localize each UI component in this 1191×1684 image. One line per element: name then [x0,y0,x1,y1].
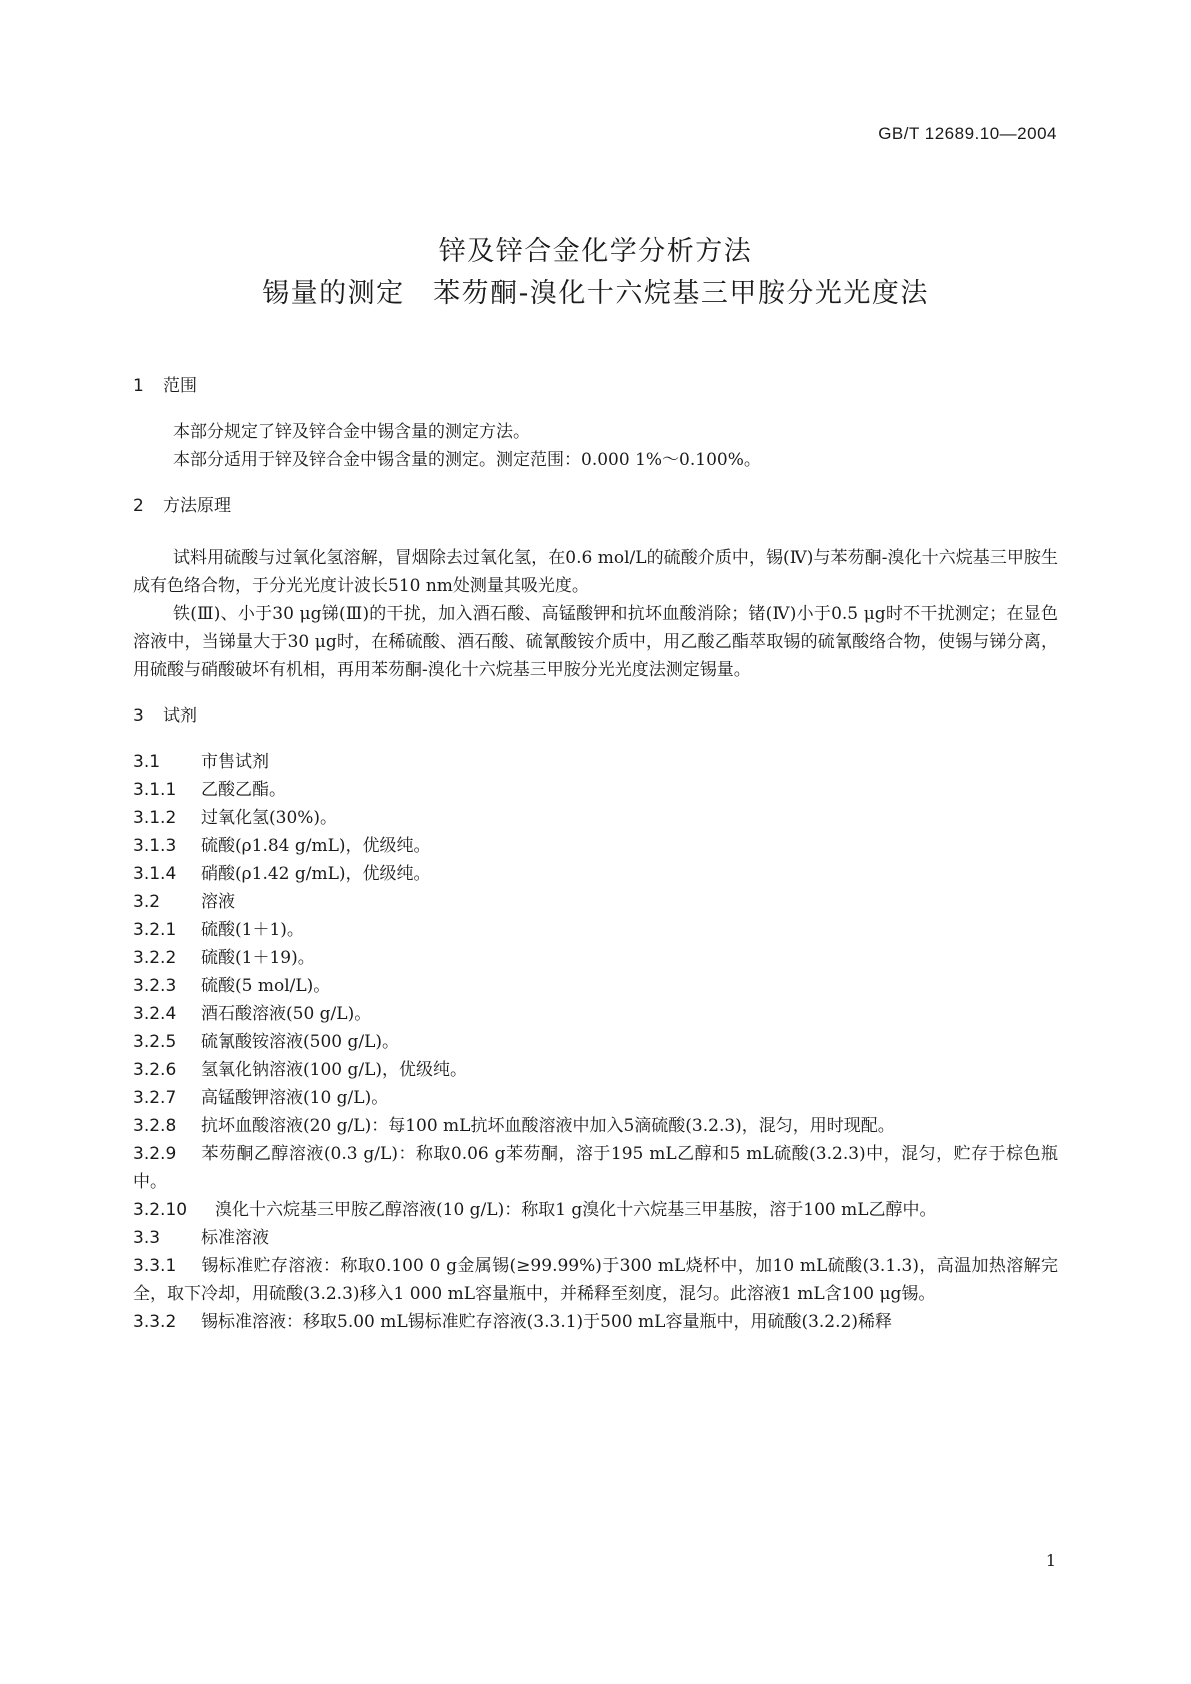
subsection-number: 3.1 [133,752,161,772]
item-text: 乙酸乙酯。 [201,780,286,800]
item-text: 硫酸(1＋19)。 [201,948,315,968]
list-item [133,804,1058,832]
list-item [133,944,1058,972]
item-text: 锡标准溶液：移取5.00 mL锡标准贮存溶液(3.3.1)于500 mL容量瓶中，用硫酸(3.2.2)稀释 [201,1312,892,1332]
item-text: 硝酸(ρ1.42 g/mL)，优级纯。 [201,864,431,884]
section-heading-principle [133,492,1058,520]
list-item [133,1084,1058,1112]
item-number: 3.2.10 [133,1200,188,1220]
section-heading-scope [133,372,1058,400]
item-number: 3.2.3 [133,976,177,996]
paragraph: 本部分规定了锌及锌合金中锡含量的测定方法。 [173,422,530,442]
item-text: 硫酸(ρ1.84 g/mL)，优级纯。 [201,836,431,856]
item-number: 3.1.4 [133,864,177,884]
item-number: 3.1.3 [133,836,177,856]
section-title: 试剂 [163,706,197,726]
item-text: 溴化十六烷基三甲胺乙醇溶液(10 g/L)：称取1 g溴化十六烷基三甲基胺，溶于100 mL乙醇中。 [215,1200,937,1220]
list-item [133,1308,1058,1336]
subsection-title: 标准溶液 [201,1228,269,1248]
item-number: 3.2.5 [133,1032,177,1052]
section-number: 1 [133,376,144,396]
section-heading-reagents [133,702,1058,730]
section-number: 2 [133,496,144,516]
subsection-heading [133,888,1058,916]
subsection-title: 市售试剂 [201,752,269,772]
section-title: 范围 [163,376,197,396]
item-number: 3.2.6 [133,1060,177,1080]
list-item [133,776,1058,804]
item-number: 3.2.1 [133,920,177,940]
list-item [133,1196,1058,1224]
list-item [133,1252,1058,1308]
item-text: 硫酸(1＋1)。 [201,920,304,940]
document-subtitle: 锡量的测定 苯芴酮-溴化十六烷基三甲胺分光光度法 [262,278,929,309]
subsection-number: 3.2 [133,892,161,912]
item-number: 3.1.1 [133,780,177,800]
section-number: 3 [133,706,144,726]
page-number: 1 [1045,1551,1056,1570]
list-item [133,1028,1058,1056]
document-title: 锌及锌合金化学分析方法 [438,236,753,267]
subsection-heading [133,1224,1058,1252]
item-number: 3.3.1 [133,1256,177,1276]
item-number: 3.1.2 [133,808,177,828]
item-text: 氢氧化钠溶液(100 g/L)，优级纯。 [201,1060,468,1080]
item-text: 硫酸(5 mol/L)。 [201,976,331,996]
item-number: 3.2.9 [133,1144,177,1164]
item-text: 硫氰酸铵溶液(500 g/L)。 [201,1032,400,1052]
list-item [133,1140,1058,1196]
subsection-title: 溶液 [201,892,235,912]
document-body [133,372,1058,1336]
list-item [133,916,1058,944]
item-number: 3.2.2 [133,948,177,968]
list-item [133,1056,1058,1084]
list-item [133,1112,1058,1140]
list-item [133,1000,1058,1028]
paragraph: 铁(Ⅲ)、小于30 μg锑(Ⅲ)的干扰，加入酒石酸、高锰酸钾和抗坏血酸消除；锗(Ⅳ)小于0.5 μg时不干扰测定；在显色溶液中，当锑量大于30 μg时，在稀硫酸、酒石酸、硫氰酸铵介质中，用乙酸乙酯萃取锡的硫氰酸络合物，使锡与锑分离，用硫酸与硝酸破坏有机相，再用苯芴酮-溴化十六烷基三甲胺分光光度法测定锡量。 [133,604,1058,680]
item-text: 锡标准贮存溶液：称取0.100 0 g金属锡(≥99.99%)于300 mL烧杯中，加10 mL硫酸(3.1.3)，高温加热溶解完全，取下冷却，用硫酸(3.2.3)移入1 000 mL容量瓶中，并稀释至刻度，混匀。此溶液1 mL含100 μg锡。 [133,1256,1058,1304]
item-text: 酒石酸溶液(50 g/L)。 [201,1004,372,1024]
item-text: 抗坏血酸溶液(20 g/L)：每100 mL抗坏血酸溶液中加入5滴硫酸(3.2.3)，混匀，用时现配。 [201,1116,895,1136]
subsection-heading [133,748,1058,776]
list-item [133,860,1058,888]
standard-code: GB/T 12689.10—2004 [878,124,1057,143]
paragraph: 本部分适用于锌及锌合金中锡含量的测定。测定范围：0.000 1%～0.100%。 [173,450,761,470]
item-number: 3.2.8 [133,1116,177,1136]
item-number: 3.3.2 [133,1312,177,1332]
list-item [133,832,1058,860]
list-item [133,972,1058,1000]
item-number: 3.2.4 [133,1004,177,1024]
subsection-number: 3.3 [133,1228,161,1248]
item-text: 过氧化氢(30%)。 [201,808,338,828]
paragraph: 试料用硫酸与过氧化氢溶解，冒烟除去过氧化氢，在0.6 mol/L的硫酸介质中，锡(Ⅳ)与苯芴酮-溴化十六烷基三甲胺生成有色络合物，于分光光度计波长510 nm处测量其吸光度。 [133,548,1058,596]
section-title: 方法原理 [163,496,231,516]
item-text: 高锰酸钾溶液(10 g/L)。 [201,1088,389,1108]
item-number: 3.2.7 [133,1088,177,1108]
item-text: 苯芴酮乙醇溶液(0.3 g/L)：称取0.06 g苯芴酮，溶于195 mL乙醇和5 mL硫酸(3.2.3)中，混匀，贮存于棕色瓶中。 [133,1144,1058,1192]
